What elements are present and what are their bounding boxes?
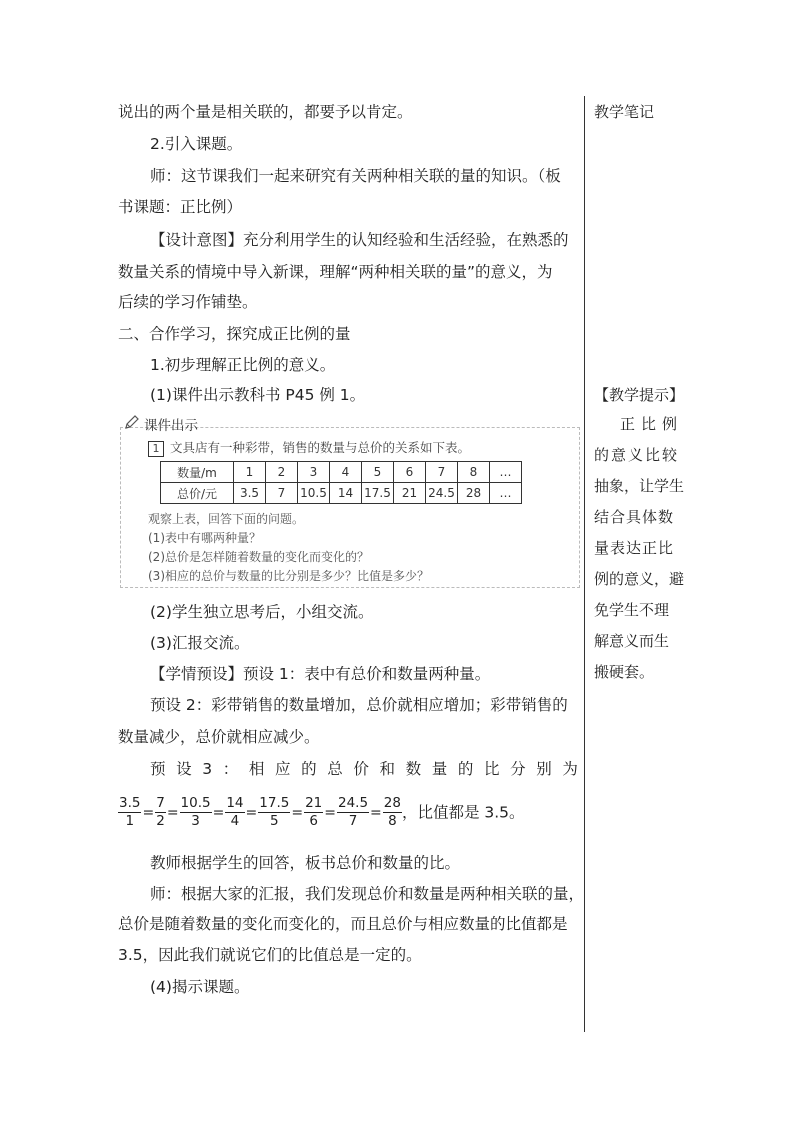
fraction <box>225 795 244 830</box>
fraction <box>337 795 369 830</box>
table-cell: 2 <box>266 462 298 483</box>
question-3: (3)相应的总价与数量的比分别是多少？比值是多少？ <box>148 569 430 583</box>
table-cell: 总价/元 <box>161 483 234 504</box>
text-line: 3.5，因此我们就说它们的比值总是一定的。 <box>118 946 422 964</box>
hint-line: 量表达正比 <box>594 539 675 557</box>
table-row <box>161 462 522 483</box>
spaced-char: 为 <box>562 760 578 778</box>
text-line: 师：根据大家的汇报，我们发现总价和数量是两种相关联的量， <box>150 885 585 903</box>
equals-sign: = <box>212 804 225 821</box>
fraction-numerator: 7 <box>156 795 165 811</box>
teaching-hint-title: 【教学提示】 <box>594 386 685 404</box>
fraction-denominator: 2 <box>156 813 165 829</box>
text-line: (4)揭示课题。 <box>150 978 250 996</box>
text-line: 预设 2：彩带销售的数量增加，总价就相应增加；彩带销售的 <box>150 696 568 714</box>
table-cell: 10.5 <box>298 483 330 504</box>
section-heading: 二、合作学习，探究成正比例的量 <box>118 325 351 343</box>
text-line: 教师根据学生的回答，板书总价和数量的比。 <box>150 854 461 872</box>
fraction <box>304 795 323 830</box>
table-cell: 14 <box>330 483 362 504</box>
text-line: 后续的学习作铺垫。 <box>118 293 258 311</box>
equals-sign: = <box>166 804 179 821</box>
equals-sign: = <box>324 804 336 821</box>
fraction-denominator: 3 <box>191 813 200 829</box>
hint-line: 搬硬套。 <box>594 663 655 681</box>
example-question <box>148 440 470 457</box>
hint-line: 例的意义，避 <box>594 570 685 588</box>
fraction-denominator: 4 <box>230 813 240 829</box>
hint-line: 解意义而生 <box>594 632 670 650</box>
table-cell: 17.5 <box>362 483 394 504</box>
table-cell: 5 <box>362 462 394 483</box>
fraction-numerator: 24.5 <box>337 795 369 811</box>
table-cell: 7 <box>426 462 458 483</box>
table-row <box>161 483 522 504</box>
hint-line: 正比例 <box>620 415 684 433</box>
fraction <box>258 795 290 830</box>
spaced-char: 价 <box>353 760 369 778</box>
courseware-tab-label: 课件出示 <box>144 418 198 434</box>
courseware-tab <box>124 414 198 434</box>
table-cell: 8 <box>458 462 490 483</box>
table-cell: 24.5 <box>426 483 458 504</box>
pencil-icon <box>124 414 140 434</box>
table-cell: 数量/m <box>161 462 234 483</box>
table-cell: 3.5 <box>234 483 266 504</box>
spaced-char: ： <box>222 760 239 778</box>
spaced-char: 量 <box>431 760 448 778</box>
spaced-char: 预 <box>150 760 166 778</box>
ratio-equation <box>118 792 525 833</box>
spaced-char: 别 <box>536 760 552 778</box>
question-2: (2)总价是怎样随着数量的变化而变化的？ <box>148 550 369 564</box>
equals-sign: = <box>370 804 382 821</box>
text-line: 2.引入课题。 <box>150 135 243 153</box>
text-line: 【学情预设】预设 1：表中有总价和数量两种量。 <box>150 665 491 683</box>
table-cell: 4 <box>330 462 362 483</box>
table-cell: 7 <box>266 483 298 504</box>
text-line: (3)汇报交流。 <box>150 634 250 652</box>
fraction-numerator: 14 <box>226 795 244 811</box>
spaced-char: 设 <box>176 760 192 778</box>
spaced-char: 和 <box>379 760 395 778</box>
spaced-char: 分 <box>510 760 526 778</box>
table-cell: … <box>490 483 522 504</box>
question-1: (1)表中有哪两种量？ <box>148 531 261 545</box>
preset-3-line <box>150 759 578 779</box>
spaced-char: 比 <box>483 760 500 778</box>
table-cell: 3 <box>298 462 330 483</box>
example-question-text: 文具店有一种彩带，销售的数量与总价的关系如下表。 <box>170 440 471 455</box>
hint-line: 免学生不理 <box>594 601 670 619</box>
spaced-char: 总 <box>327 760 343 778</box>
fraction-numerator: 10.5 <box>180 795 211 811</box>
ratio-conclusion: ，比值都是 3.5。 <box>401 803 525 822</box>
hint-line: 结合具体数 <box>594 508 675 526</box>
text-line: 数量减少，总价就相应减少。 <box>118 728 320 746</box>
table-cell: 28 <box>458 483 490 504</box>
fraction-numerator: 3.5 <box>119 795 141 811</box>
text-line: (2)学生独立思考后，小组交流。 <box>150 603 374 621</box>
text-line: 师：这节课我们一起来研究有关两种相关联的量的知识。（板 <box>150 167 561 185</box>
spaced-char: 应 <box>274 760 291 778</box>
text-line: 书课题：正比例） <box>118 198 243 216</box>
table-cell: … <box>490 462 522 483</box>
design-intent: 【设计意图】充分利用学生的认知经验和生活经验，在熟悉的 <box>150 231 569 249</box>
fraction-denominator: 6 <box>309 813 318 829</box>
example-number: 1 <box>148 441 164 457</box>
text-line: 1.初步理解正比例的意义。 <box>150 356 336 374</box>
fraction-denominator: 7 <box>348 813 358 829</box>
equals-sign: = <box>245 804 258 821</box>
fraction <box>118 795 141 830</box>
teaching-notes-label: 教学笔记 <box>594 103 655 121</box>
table-cell: 21 <box>394 483 426 504</box>
table-cell: 1 <box>234 462 266 483</box>
spaced-char: 的 <box>301 760 317 778</box>
fraction-denominator: 1 <box>125 813 135 829</box>
text-line: 总价是随着数量的变化而变化的，而且总价与相应数量的比值都是 <box>118 915 568 933</box>
fraction <box>155 795 166 830</box>
fraction-numerator: 28 <box>383 795 401 811</box>
spaced-char: 的 <box>457 760 474 778</box>
fraction-numerator: 17.5 <box>259 795 290 811</box>
spaced-char: 相 <box>248 760 265 778</box>
fraction <box>383 795 402 830</box>
observe-text: 观察上表，回答下面的问题。 <box>148 512 305 526</box>
equals-sign: = <box>291 804 304 821</box>
hint-line: 抽象，让学生 <box>594 477 685 495</box>
text-line: (1)课件出示教科书 P45 例 1。 <box>150 386 366 404</box>
hint-line: 的意义比较 <box>594 446 680 464</box>
fraction-numerator: 21 <box>305 795 323 811</box>
spaced-char: 数 <box>405 760 422 778</box>
text-line: 说出的两个量是相关联的，都要予以肯定。 <box>118 103 413 121</box>
text-line: 数量关系的情境中导入新课，理解“两种相关联的量”的意义，为 <box>118 263 553 281</box>
column-divider <box>584 96 585 1032</box>
fraction-denominator: 8 <box>388 813 397 829</box>
equals-sign: = <box>142 804 155 821</box>
spaced-char: 3 <box>202 760 213 778</box>
fraction <box>180 795 212 830</box>
table-cell: 6 <box>394 462 426 483</box>
price-table <box>160 461 522 504</box>
fraction-denominator: 5 <box>270 813 279 829</box>
